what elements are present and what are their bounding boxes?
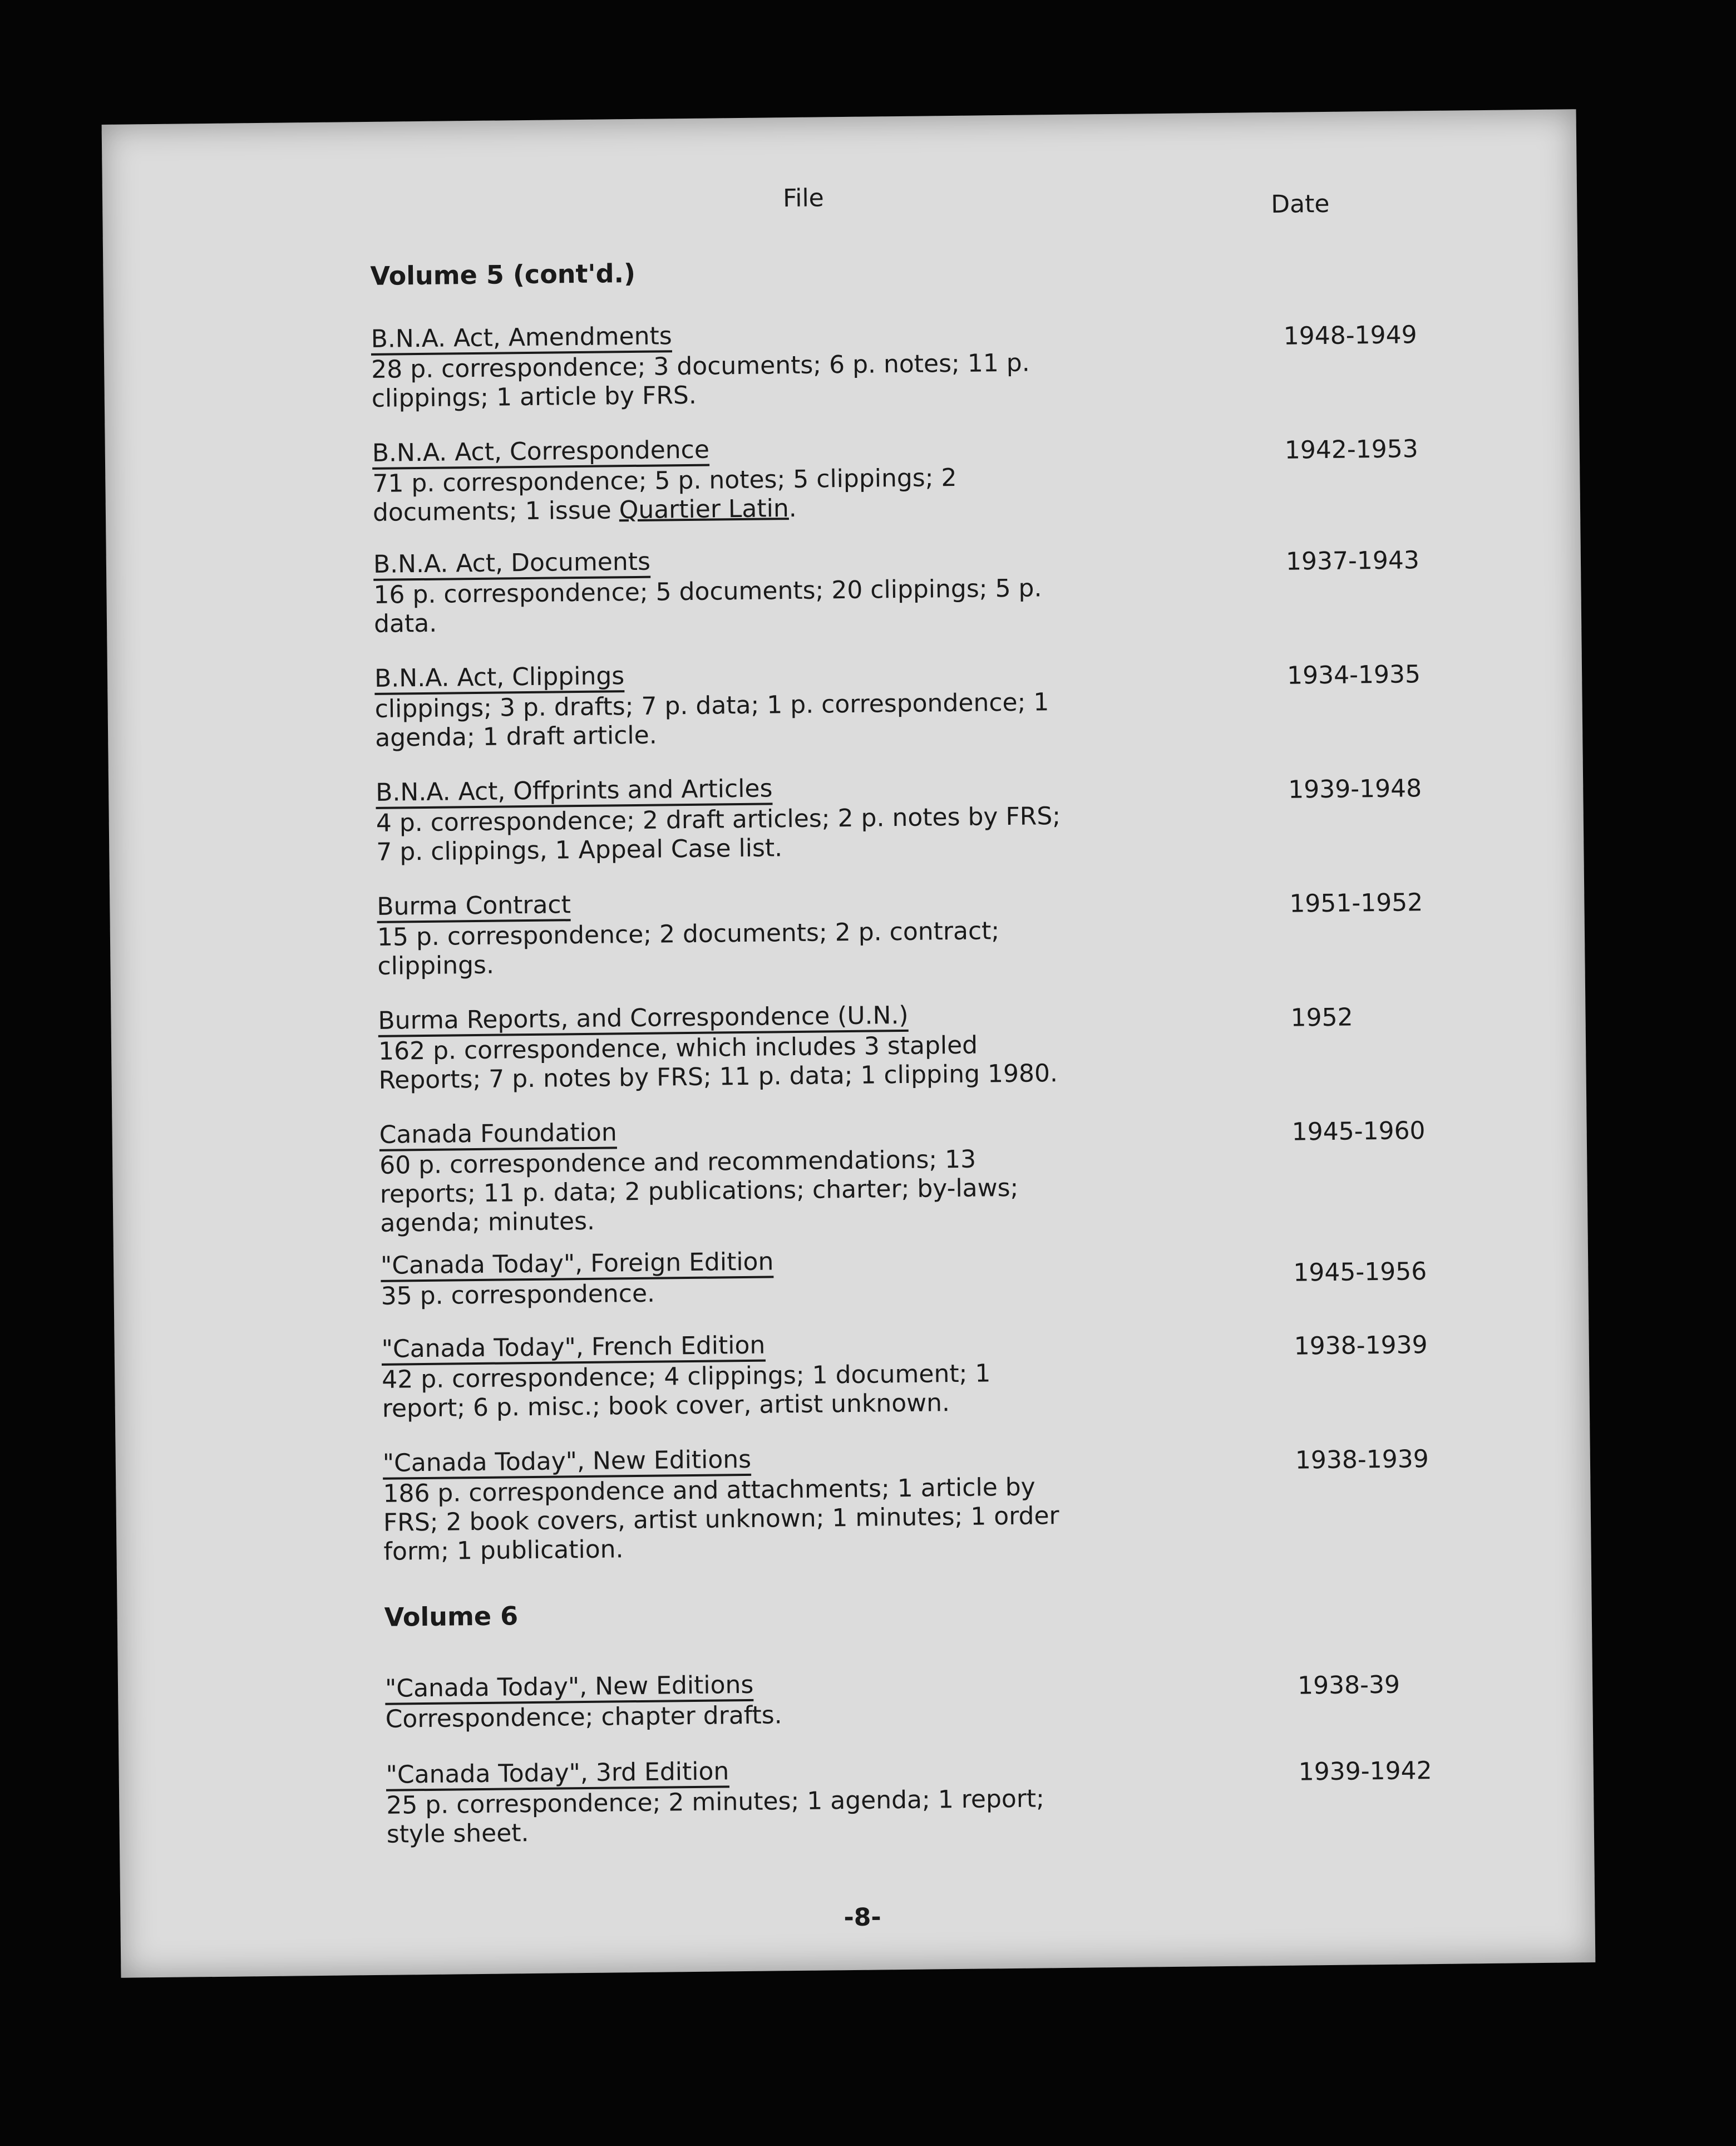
entry-description: Correspondence; chapter drafts. — [385, 1701, 782, 1734]
list-item — [385, 1662, 1554, 1734]
entry-date: 1945-1956 — [1293, 1257, 1427, 1287]
entry-date: 1939-1948 — [1288, 774, 1422, 804]
entry-title: Burma Contract — [377, 891, 571, 923]
list-item — [378, 995, 1547, 1095]
publication-title: Quartier Latin — [619, 494, 789, 525]
entry-description: 4 p. correspondence; 2 draft articles; 2 p. notes by FRS; 7 p. clippings, 1 Appeal Case list. — [376, 801, 1061, 867]
entry-title: "Canada Today", New Editions — [385, 1671, 754, 1705]
page-number: -8- — [844, 1903, 881, 1932]
entry-title: "Canada Today", French Edition — [381, 1332, 765, 1366]
entry-title: "Canada Today", 3rd Edition — [386, 1758, 729, 1791]
list-item — [377, 880, 1546, 981]
entry-title: B.N.A. Act, Documents — [373, 548, 651, 581]
entry-title: B.N.A. Act, Offprints and Articles — [376, 775, 773, 809]
entry-description: clippings; 3 p. drafts; 7 p. data; 1 p. correspondence; 1 agenda; 1 draft article. — [374, 688, 1049, 752]
entry-date: 1951-1952 — [1289, 888, 1423, 918]
entry-date: 1938-1939 — [1295, 1445, 1429, 1475]
entry-date: 1938-1939 — [1294, 1331, 1428, 1361]
list-item — [386, 1749, 1555, 1849]
entry-description: 16 p. correspondence; 5 documents; 20 clippings; 5 p. data. — [373, 574, 1042, 638]
entry-title: Burma Reports, and Correspondence (U.N.) — [378, 1002, 909, 1037]
entry-date: 1952 — [1290, 1003, 1353, 1032]
entry-date: 1939-1942 — [1298, 1756, 1432, 1786]
entry-date: 1942-1953 — [1284, 435, 1418, 465]
entry-title: "Canada Today", Foreign Edition — [381, 1248, 774, 1282]
entry-title: Canada Foundation — [379, 1119, 617, 1151]
file-column-header: File — [782, 184, 824, 213]
entry-description: 60 p. correspondence and recommendations; 13 reports; 11 p. data; 2 publications; charter; by-laws; agenda; minutes. — [379, 1145, 1019, 1238]
entry-description: 25 p. correspondence; 2 minutes; 1 agenda; 1 report; style sheet. — [386, 1784, 1045, 1849]
list-item — [383, 1437, 1552, 1567]
list-item — [372, 427, 1542, 528]
entry-description-end: . — [788, 494, 797, 523]
entry-description: 35 p. correspondence. — [381, 1279, 655, 1311]
volume-5-heading: Volume 5 (cont'd.) — [370, 258, 636, 291]
list-item — [373, 538, 1543, 639]
entry-description: 186 p. correspondence and attachments; 1 article by FRS; 2 book covers, artist unknown; 1 minutes; 1 order form; 1 publication. — [383, 1473, 1059, 1566]
entry-description: 15 p. correspondence; 2 documents; 2 p. contract; clippings. — [377, 917, 1000, 981]
document-page — [102, 109, 1596, 1978]
entry-title: "Canada Today", New Editions — [383, 1446, 752, 1480]
entry-description: 162 p. correspondence, which includes 3 stapled Reports; 7 p. notes by FRS; 11 p. data; 1 clipping 1980. — [378, 1031, 1058, 1095]
entry-description: 42 p. correspondence; 4 clippings; 1 document; 1 report; 6 p. misc.; book cover, artist unknown. — [382, 1359, 991, 1423]
volume-6-heading: Volume 6 — [384, 1601, 519, 1632]
entry-date: 1938-39 — [1297, 1670, 1400, 1700]
entry-description-text: 71 p. correspondence; 5 p. notes; 5 clippings; 2 documents; 1 issue — [372, 463, 957, 527]
entry-title: B.N.A. Act, Clippings — [374, 662, 625, 695]
entry-date: 1934-1935 — [1286, 660, 1421, 690]
list-item — [371, 313, 1540, 414]
entry-title: B.N.A. Act, Correspondence — [372, 436, 710, 470]
list-item — [374, 652, 1544, 753]
list-item — [381, 1239, 1550, 1311]
list-item — [376, 766, 1545, 867]
entry-description: 28 p. correspondence; 3 documents; 6 p. notes; 11 p. clippings; 1 article by FRS. — [371, 348, 1030, 413]
entry-date: 1937-1943 — [1285, 546, 1420, 576]
entry-description — [372, 462, 1068, 528]
entry-title: B.N.A. Act, Amendments — [371, 322, 672, 356]
list-item — [379, 1109, 1548, 1238]
entry-date: 1945-1960 — [1291, 1116, 1426, 1146]
entry-date: 1948-1949 — [1283, 321, 1417, 351]
date-column-header: Date — [1270, 189, 1330, 219]
list-item — [381, 1323, 1551, 1424]
